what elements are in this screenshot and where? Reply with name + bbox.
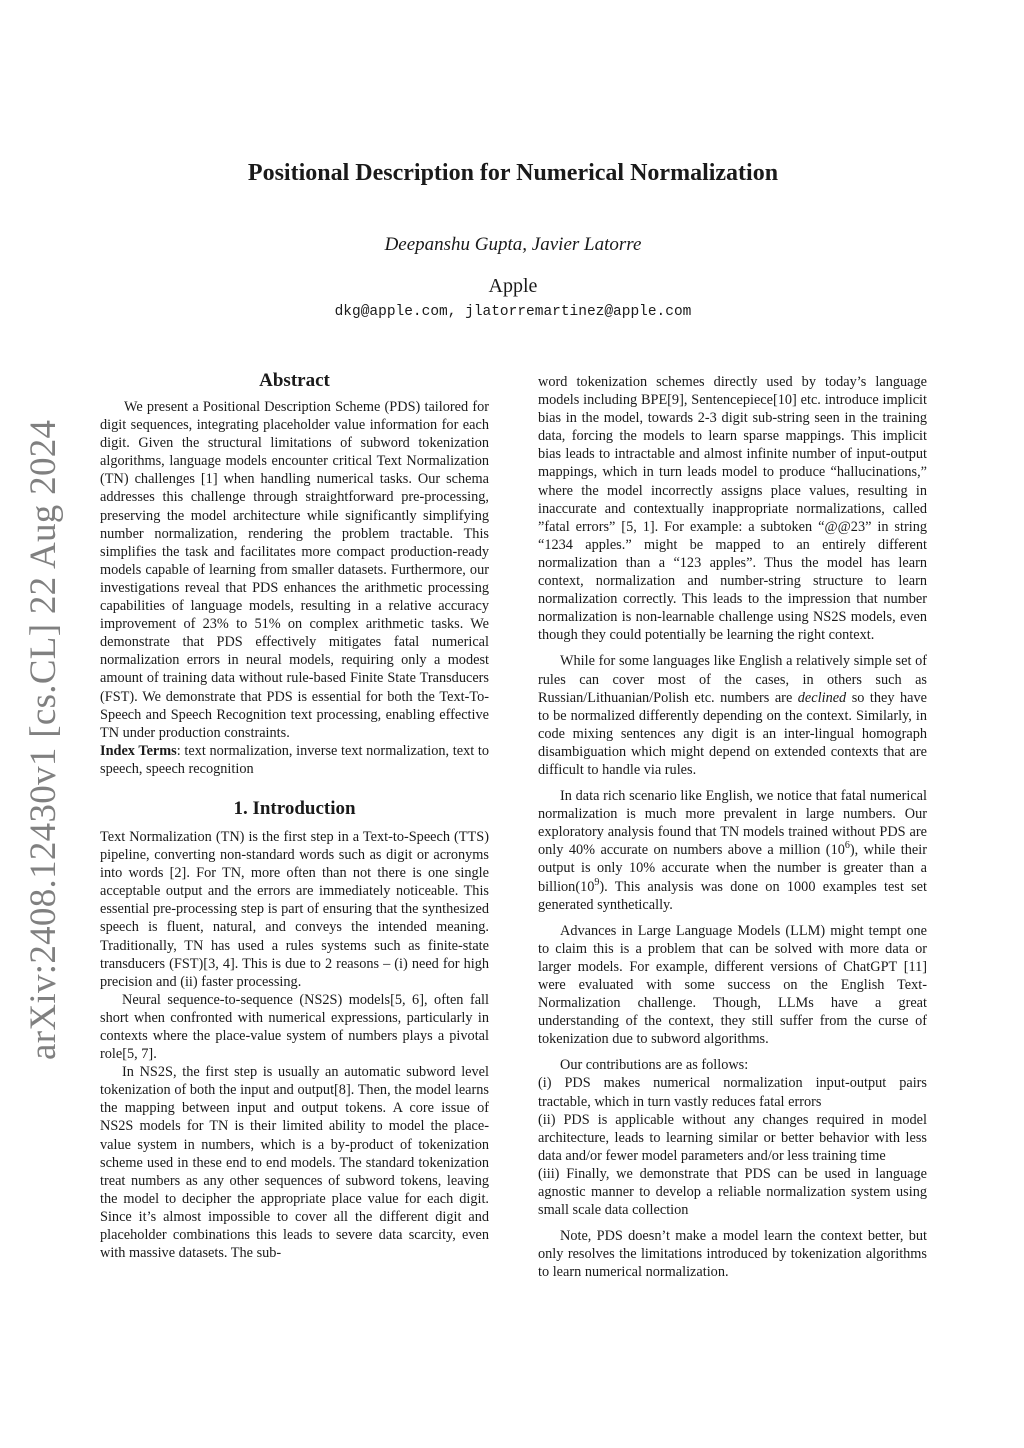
- index-terms-label: Index Terms: [100, 742, 177, 759]
- contributions-intro: Our contributions are as follows:: [560, 1057, 749, 1074]
- left-column: [100, 368, 489, 1262]
- index-terms: [100, 742, 489, 778]
- index-terms-text: : text normalization, inverse text normalization, text to speech, speech recognition: [100, 742, 489, 777]
- right-paragraph-1: word tokenization schemes directly used by today’s language models including BPE[9], Sentencepiece[10] etc. introduce implicit bias in the model, towards 2-3 digit sub-string seen in the training data, forcing the models to learn sparse mappings. This implicit bias leads to intractable and almost infinite number of input-output mappings, which in turn leads model to produce “hallucinations,” where the model incorrectly assigns place values, resulting in inaccurate and contextually inappropriate normalizations, called ”fatal errors” [5, 1]. For example: a subtoken “@@23” in string “1234 apples.” might be mapped to an entirely different normalization than a “123 apples”. Thus the model has learn context, normalization and number-string structure to learn normalization correctly. This leads to the impression that number normalization is non-learnable challenge using NS2S models, even though they could potentially be learning the right context.: [538, 374, 927, 644]
- affiliation: Apple: [488, 275, 538, 297]
- intro-paragraph-2: Neural sequence-to-sequence (NS2S) models[5, 6], often fall short when confronted with numerical expressions, particularly in contexts where the place-value system of numbers plays a pivotal role[5, 7].: [100, 991, 489, 1063]
- right-paragraph-3-part-b: ), while their output is only 10% accurate when the number is greater than a billion(10: [538, 842, 927, 895]
- right-paragraph-2-part-a: While for some languages like English a relatively simple set of rules can cover most of the cases, in others such as Russian/Lithuanian/Polish etc. numbers are: [538, 653, 927, 706]
- right-paragraph-3-part-a: In data rich scenario like English, we notice that fatal numerical normalization is much more prevalent in large numbers. Our exploratory analysis found that TN models trained without PDS are only 40% accurate on numbers above a million (10: [538, 788, 927, 859]
- right-paragraph-3: [538, 787, 927, 914]
- abstract-heading: Abstract: [259, 370, 330, 391]
- paper-title: Positional Description for Numerical Normalization: [247, 160, 779, 186]
- abstract-body: [100, 398, 489, 742]
- right-paragraph-4: Advances in Large Language Models (LLM) might tempt one to claim this is a problem that can be solved with more data or larger models. For example, different versions of ChatGPT [11] were evaluated with some success on the English Text-Normalization challenge. Though, LLMs have a great understanding of the context, they still suffer from the curse of tokenization due to subword algorithms.: [538, 922, 927, 1048]
- right-paragraph-5: Note, PDS doesn’t make a model learn the context better, but only resolves the limitations introduced by tokenization algorithms to learn numerical normalization.: [538, 1228, 927, 1281]
- introduction-heading: 1. Introduction: [233, 797, 356, 819]
- abstract-text: We present a Positional Description Scheme (PDS) tailored for digit sequences, integrating placeholder value information for each digit. Given the structural limitations of subword tokenization algorithms, language models encounter critical Text Normalization (TN) challenges [1] when handling numerical tasks. Our schema addresses this challenge through straightforward pre-processing, preserving the model architecture while significantly simplifying number normalization, rendering the problem tractable. This simplifies the task and facilitates more compact production-ready models capable of learning from smaller datasets. Furthermore, our investigations reveal that PDS enhances the arithmetic processing capabilities of language models, resulting in a relative accuracy improvement of 23% to 51% on complex arithmetic tasks. We demonstrate that PDS effectively mitigates fatal numerical normalization errors in neural models, requiring only a modest amount of training data without rule-based Finite State Transducers (FST). We demonstrate that PDS is essential for both the Text-To-Speech and Speech Recognition text processing, enabling effective TN under production constraints.: [100, 399, 489, 741]
- exponent-six: 6: [844, 840, 850, 852]
- contribution-2: (ii) PDS is applicable without any changes required in model architecture, leads to learning similar or better behavior with less data and/or fewer model parameters and/or less training time: [538, 1111, 927, 1164]
- intro-paragraph-1: Text Normalization (TN) is the first step in a Text-to-Speech (TTS) pipeline, converting non-standard words such as digit or acronyms into words [2]. For TN, more often than not there is one single acceptable output and the errors are immediately noticeable. This essential pre-processing step is part of ensuring that the synthesized speech is fluent, natural, and conveys the intended meaning. Traditionally, TN has used a rules systems such as finite-state transducers (FST)[3, 4]. This is due to 2 reasons – (i) need for high precision and (ii) faster processing.: [100, 828, 489, 990]
- contribution-3: (iii) Finally, we demonstrate that PDS can be used in language agnostic manner to develop a reliable normalization system using small scale data collection: [538, 1165, 927, 1219]
- right-paragraph-2-part-b: so they have to be normalized differently depending on the context. Similarly, in code mixing sentences any digit is an inter-lingual homograph disambiguation which might depend on extended contexts that are difficult to handle via rules.: [538, 689, 927, 778]
- contribution-1: (i) PDS makes numerical normalization input-output pairs tractable, which in turn vastly reduces fatal errors: [538, 1075, 927, 1110]
- arxiv-identifier[interactable]: arXiv:2408.12430v1 [cs.CL] 22 Aug 2024: [23, 419, 64, 1060]
- right-column: [538, 373, 927, 1282]
- right-paragraph-2: [538, 652, 927, 779]
- exponent-nine: 9: [594, 876, 600, 888]
- author-emails[interactable]: dkg@apple.com, jlatorremartinez@apple.com: [334, 304, 692, 320]
- intro-paragraph-3: In NS2S, the first step is usually an automatic subword level tokenization of both the input and output[8]. Then, the model learns the mapping between input and output tokens. A core issue of NS2S models for TN is their limited ability to model the place-value system in numbers, which is a by-product of tokenization scheme used in these end to end models. The standard tokenization treat numbers as any other sequences of subword tokens, leaving the model to decipher the appropriate place value for each digit. Since it’s almost impossible to cover all the different digit and placeholder combinations this leads to severe data scarcity, even with massive datasets. The sub-: [100, 1064, 489, 1262]
- author-list: Deepanshu Gupta, Javier Latorre: [384, 234, 642, 255]
- declined-emphasis: declined: [797, 689, 847, 706]
- right-paragraph-3-part-c: ). This analysis was done on 1000 examples test set generated synthetically.: [538, 878, 927, 913]
